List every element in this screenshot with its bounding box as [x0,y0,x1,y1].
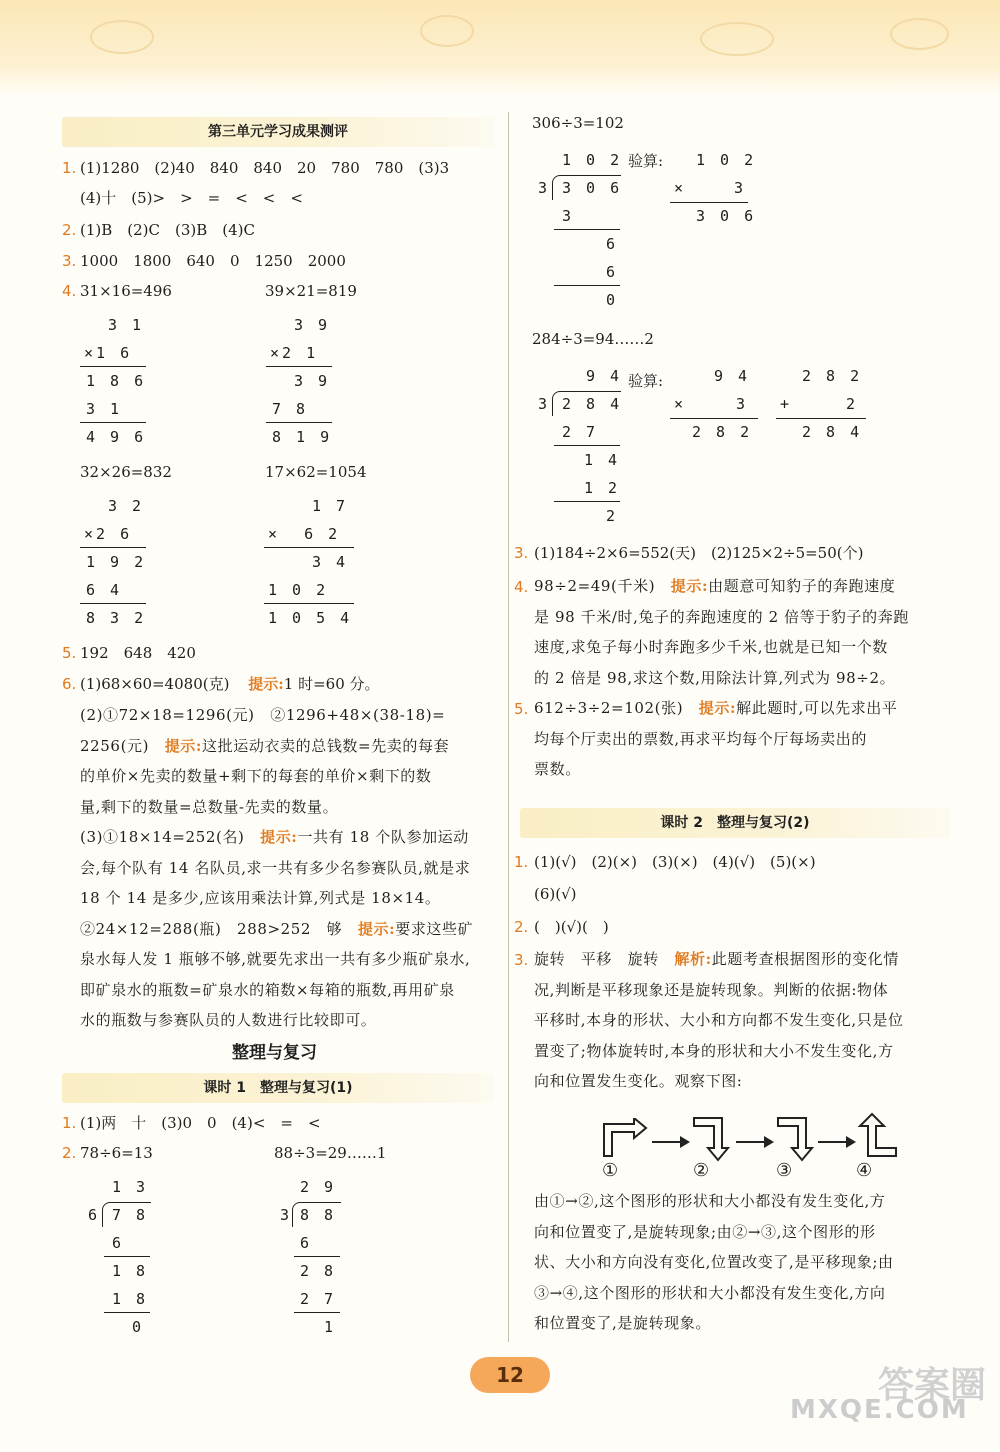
calc-line [80,366,146,367]
calc-line [554,501,620,502]
bent-arrow-shape-3 [776,1114,816,1162]
paragraph-line: 向和位置变了,是旋转现象;由②→③,这个图形的形 [534,1222,876,1241]
equation: 306÷3=102 [532,114,624,132]
calc-row: × 6 2 [268,525,341,543]
question-number: 4. [514,578,529,596]
answer-text: (1)1280 (2)40 840 840 20 780 780 (3)3 [80,159,450,177]
question-number: 2. [62,1144,77,1162]
answer-text: (1)两 十 (3)0 0 (4)< = < [80,1114,321,1132]
figure-label: ④ [856,1160,873,1181]
arrow-right-icon [736,1141,772,1143]
question-number: 4. [62,282,77,300]
answer-text: (6)(√) [534,885,577,903]
hint-text: 由题意可知豹子的奔跑速度 [708,577,896,595]
calc-row: 2 [606,507,619,525]
paragraph-line: 会,每个队有 14 名队员,求一共有多少名参赛队员,就是求 [80,858,471,877]
answer-part: 612÷3÷2=102(张) [534,699,684,717]
hint-text: 一共有 18 个队参加运动 [297,828,469,846]
question-number: 2. [62,221,77,239]
paragraph-line: (2)①72×18=1296(元) ②1296+48×(38-18)= [80,706,446,724]
answer-part: 旋转 平移 旋转 [534,950,659,968]
calc-row: × [674,395,687,413]
calc-row: 3 9 [294,372,331,390]
paragraph-line: 由①→②,这个图形的形状和大小都没有发生变化,方 [534,1192,886,1210]
column-divider [508,112,509,1342]
paragraph-line: 的 2 倍是 98,求这个数,用除法计算,列式为 98÷2。 [534,668,896,687]
calc-row: 3 [280,1206,293,1224]
calc-row: 3 1 [86,400,123,418]
calc-row: 2 9 [300,1178,337,1196]
calc-line [264,547,354,548]
calc-row: 8 8 [300,1206,337,1224]
answer-text: 1000 1800 640 0 1250 2000 [80,252,346,270]
section-banner-unit3: 第三单元学习成果测评 [62,117,494,147]
calc-row: 3 4 [312,553,349,571]
watermark-url: MXQE.COM [790,1395,969,1425]
cloud-decoration [90,20,154,54]
calc-line [266,366,332,367]
calc-row: 7 8 [112,1206,149,1224]
calc-line [266,422,332,423]
explanation-paragraph [534,571,954,785]
paragraph-line: 票数。 [534,760,581,778]
calc-row: 6 [300,1234,313,1252]
calc-row: 2 8 2 [802,367,863,385]
calc-row: 1 3 [112,1178,149,1196]
paragraph-line: 是 98 千米/时,兔子的奔跑速度的 2 倍等于豹子的奔跑 [534,607,909,626]
answer-text: (1)B (2)C (3)B (4)C [80,221,255,239]
hint-text: 要求这些矿 [395,919,474,938]
calc-row: × [674,179,687,197]
equation: 39×21=819 [265,282,357,300]
calc-row: 6 4 [86,581,123,599]
calc-row: 1 9 2 [86,553,147,571]
cloud-decoration [420,15,474,47]
watermark-logo: 答案圈 [878,1364,987,1406]
figure-label: ③ [776,1160,793,1181]
question-number: 1. [62,159,77,177]
header-band [0,0,1000,95]
calc-row: 2 8 4 [562,395,623,413]
question-number: 6. [62,675,77,693]
calc-line [294,1312,340,1313]
calc-row: 6 [606,263,619,281]
analysis-label: 解析: [674,950,712,968]
calc-line [80,422,146,423]
paragraph-line: 平移时,本身的形状、大小和方向都不发生变化,只是位 [534,1011,904,1029]
hint-label: 提示: [260,828,298,846]
question-number: 5. [514,700,529,718]
calc-row: 1 [324,1318,337,1336]
calc-row: 1 0 2 [696,151,757,169]
answer-text: (1)184÷2×6=552(天) (2)125×2÷5=50(个) [534,544,864,562]
calc-row: 3 [736,395,749,413]
calc-row: 9 4 [714,367,751,385]
calc-row: + [780,395,793,413]
calc-row: 3 9 [294,316,331,334]
hint-label: 提示: [357,919,396,938]
explanation-paragraph [534,1186,954,1339]
calc-row: 2 7 [300,1290,337,1308]
figure-label: ② [693,1160,710,1181]
hint-label: 提示: [248,675,284,693]
paragraph-line: 量,剩下的数量=总数量-先卖的数量。 [80,797,339,816]
calc-line [554,229,620,230]
calc-row: 7 8 [272,400,309,418]
calc-line [294,1256,340,1257]
bent-arrow-shape-4 [856,1112,900,1160]
calc-row: 3 2 [108,497,145,515]
calc-row: 8 1 9 [272,428,333,446]
answer-part: ②24×12=288(瓶) 288>252 够 [80,919,343,938]
bent-arrow-shape-2 [692,1114,732,1162]
hint-label: 提示: [164,736,203,755]
calc-row: 1 4 [584,451,621,469]
calc-row: 3 [734,179,747,197]
calc-row: 2 [846,395,859,413]
hint-text: 解此题时,可以先求出平 [736,699,898,717]
page-number: 12 [470,1357,550,1393]
calc-row: 3 [538,179,551,197]
calc-row: 6 [88,1206,101,1224]
question-number: 3. [514,951,529,969]
calc-line [104,1256,150,1257]
paragraph-line [534,693,954,724]
check-label: 验算: [628,372,664,390]
calc-row: 1 7 [312,497,349,515]
equation: 17×62=1054 [265,463,367,481]
paragraph-line: 速度,求兔子每小时奔跑多少千米,也就是已知一个数 [534,638,888,656]
paragraph-line: ③→④,这个图形的形状和大小都没有发生变化,方向 [534,1283,886,1302]
paragraph-line: 和位置变了,是旋转现象。 [534,1314,711,1332]
hint-text: 1 时=60 分。 [283,675,380,693]
calc-row: 1 0 2 [268,581,329,599]
equation: 88÷3=29……1 [274,1144,387,1162]
question-number: 3. [62,252,77,270]
question-number: 3. [514,544,529,562]
hint-label: 提示: [670,577,709,595]
paragraph-line [80,914,500,945]
paragraph-line: 向和位置发生变化。观察下图: [534,1072,743,1090]
paragraph-line [80,731,500,762]
question-number: 2. [514,918,529,936]
question-number: 5. [62,644,77,662]
equation: 32×26=832 [80,463,172,481]
calc-row: 1 2 [584,479,621,497]
explanation-paragraph [534,944,954,1097]
calc-row: 2 8 [300,1262,337,1280]
calc-line [554,445,620,446]
calc-row: ×2 1 [270,344,319,362]
paragraph-line [80,822,500,853]
paragraph-line: 状、大小和方向没有变化,位置改变了,是平移现象;由 [534,1253,894,1271]
paragraph-line: 的单价×先卖的数量+剩下的每套的单价×剩下的数 [80,767,432,785]
paragraph-line: 18 个 14 是多少,应该用乘法计算,列式是 18×14。 [80,889,441,907]
calc-row: 3 [562,207,575,225]
answer-text [80,674,380,694]
calc-line [670,202,748,203]
analysis-text: 此题考查根据图形的变化情 [711,950,899,968]
calc-row: 0 [606,291,619,309]
calc-row: 9 4 [586,367,623,385]
explanation-paragraph [80,700,500,1036]
equation: 31×16=496 [80,282,172,300]
calc-row: 2 8 4 [802,423,863,441]
bent-arrow-shape-1 [600,1118,648,1158]
calc-row: 2 8 2 [692,423,753,441]
figure-label: ① [602,1160,619,1181]
calc-row: 3 0 6 [562,179,623,197]
answer-part: 98÷2=49(千米) [534,577,656,595]
answer-text: (4)十 (5)> > = < < < [80,189,303,207]
arrow-right-icon [818,1141,854,1143]
cloud-decoration [890,18,949,50]
answer-text: ( )(√)( ) [534,918,609,936]
paragraph-line: 均每个厅卖出的票数,再求平均每个厅每场卖出的 [534,729,867,748]
answer-text: 192 648 420 [80,644,196,662]
paragraph-line [534,944,954,975]
calc-row: 6 [112,1234,125,1252]
calc-row: 3 1 [108,316,145,334]
paragraph-line: 即矿泉水的瓶数=矿泉水的箱数×每箱的瓶数,再用矿泉 [80,980,455,999]
calc-row: 1 0 2 [562,151,623,169]
hint-label: 提示: [698,699,737,717]
calc-row: 1 8 [112,1262,149,1280]
calc-line [670,418,758,419]
equation: 78÷6=13 [80,1144,153,1162]
question-number: 1. [514,853,529,871]
paragraph-line: 置变了;物体旋转时,本身的形状和大小不发生变化,方 [534,1041,894,1060]
calc-row: ×2 6 [84,525,133,543]
check-label: 验算: [628,152,664,170]
hint-text: 这批运动衣卖的总钱数=先卖的每套 [202,736,450,755]
section-heading-review: 整理与复习 [232,1043,317,1063]
calc-row: 1 0 5 4 [268,609,353,627]
calc-row: 6 [606,235,619,253]
calc-row: 2 7 [562,423,599,441]
cloud-decoration [700,22,774,56]
calc-row: 3 0 6 [696,207,757,225]
section-banner-lesson2: 课时 2 整理与复习(2) [520,808,950,838]
answer-part: 2256(元) [80,736,150,755]
calc-line [80,547,146,548]
answer-part: (1)68×60=4080(克) [80,675,230,693]
arrow-right-icon [652,1141,688,1143]
paragraph-line: 况,判断是平移现象还是旋转现象。判断的依据:物体 [534,980,889,999]
calc-row: 3 [538,395,551,413]
calc-row: 1 8 [112,1290,149,1308]
calc-line [554,285,620,286]
paragraph-line: 水的瓶数与参赛队员的人数进行比较即可。 [80,1011,377,1029]
paragraph-line [534,571,954,602]
equation: 284÷3=94……2 [532,330,654,348]
question-number: 1. [62,1114,77,1132]
calc-line [80,603,146,604]
calc-line [104,1312,150,1313]
answer-part: (3)①18×14=252(名) [80,828,245,846]
calc-row: ×1 6 [84,344,133,362]
calc-row: 4 9 6 [86,428,147,446]
paragraph-line: 泉水每人发 1 瓶够不够,就要先求出一共有多少瓶矿泉水, [80,950,471,968]
answer-text: (1)(√) (2)(×) (3)(×) (4)(√) (5)(×) [534,853,816,871]
calc-line [776,418,866,419]
section-banner-lesson1: 课时 1 整理与复习(1) [62,1073,494,1103]
calc-row: 1 8 6 [86,372,147,390]
calc-row: 8 3 2 [86,609,147,627]
calc-line [264,603,354,604]
calc-row: 0 [132,1318,145,1336]
